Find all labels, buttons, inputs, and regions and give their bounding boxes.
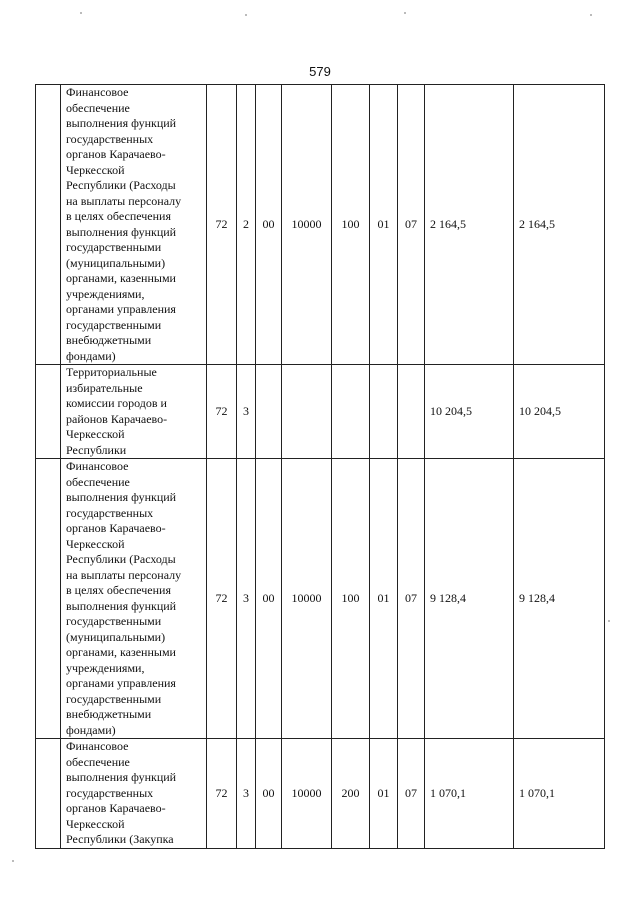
description-line: Республики [66, 442, 127, 457]
page-number: 579 [309, 64, 331, 79]
description-line: выполнения функций [66, 598, 177, 613]
description-line: учреждениями, [66, 660, 145, 675]
amount-cell-second: 10 204,5 [514, 365, 605, 459]
table-body [36, 85, 605, 849]
subsection-code: 2 [237, 85, 256, 365]
scan-speck [80, 12, 82, 14]
amount-cell: 9 128,4 [425, 459, 514, 739]
subgroup-code: 07 [398, 459, 425, 739]
group-code [370, 365, 398, 459]
description-line: обеспечение [66, 754, 130, 769]
description-line: государственными [66, 691, 162, 706]
description-line: Финансовое [66, 459, 129, 473]
description-line: внебюджетными [66, 333, 152, 347]
description-line: Черкесской [66, 427, 125, 441]
description-line: Финансовое [66, 85, 129, 99]
row-description [61, 365, 207, 459]
subsection-code: 3 [237, 739, 256, 849]
article-code: 10000 [282, 459, 332, 739]
amount-cell-second: 1 070,1 [514, 739, 605, 849]
description-line: Республики (Расходы [66, 552, 176, 566]
description-line: выполнения функций [66, 770, 177, 784]
expense-type-code [332, 365, 370, 459]
expense-type-code: 100 [332, 85, 370, 365]
description-line: органов Карачаево- [66, 521, 166, 535]
description-line: в целях обеспечения [66, 209, 171, 223]
description-line: органами управления [66, 302, 176, 316]
scan-speck [608, 620, 610, 622]
description-line: (муниципальными) [66, 255, 166, 270]
amount-cell: 2 164,5 [425, 85, 514, 365]
budget-table [35, 84, 605, 849]
amount-cell: 1 070,1 [425, 739, 514, 849]
section-code: 72 [207, 459, 237, 739]
expense-type-code: 200 [332, 739, 370, 849]
description-line: выполнения функций [66, 116, 177, 130]
amount-cell: 10 204,5 [425, 365, 514, 459]
table-row [36, 739, 605, 849]
scan-speck [590, 14, 592, 16]
subgroup-code: 07 [398, 739, 425, 849]
description-line: государственными [66, 240, 162, 254]
program-code: 00 [256, 85, 282, 365]
table-row [36, 365, 605, 459]
group-code: 01 [370, 739, 398, 849]
program-code [256, 365, 282, 459]
description-line: районов Карачаево- [66, 411, 168, 426]
description-line: Черкесской [66, 536, 125, 551]
description-line: в целях обеспечения [66, 583, 171, 597]
description-line: государственными [66, 317, 162, 332]
group-code: 01 [370, 459, 398, 739]
description-line: государственных [66, 505, 154, 520]
description-line: органами управления [66, 676, 176, 690]
description-line: (муниципальными) [66, 629, 166, 644]
description-line: выполнения функций [66, 490, 177, 504]
description-line: государственными [66, 614, 162, 628]
blank-cell [36, 459, 61, 739]
article-code: 10000 [282, 739, 332, 849]
subgroup-code: 07 [398, 85, 425, 365]
description-line: органами, казенными [66, 645, 176, 659]
description-line: избирательные [66, 380, 143, 395]
description-line: Республики (Расходы [66, 178, 176, 192]
table-row [36, 459, 605, 739]
subsection-code: 3 [237, 459, 256, 739]
amount-cell-second: 2 164,5 [514, 85, 605, 365]
description-line: Республики (Закупка [66, 832, 174, 846]
table-row [36, 85, 605, 365]
scan-speck [245, 14, 247, 16]
program-code: 00 [256, 459, 282, 739]
blank-cell [36, 739, 61, 849]
description-line: государственных [66, 785, 154, 800]
amount-cell-second: 9 128,4 [514, 459, 605, 739]
row-description [61, 459, 207, 739]
description-line: на выплаты персоналу [66, 193, 182, 208]
description-line: органов Карачаево- [66, 801, 166, 815]
program-code: 00 [256, 739, 282, 849]
description-line: органами, казенными [66, 271, 176, 285]
description-line: Территориальные [66, 365, 157, 379]
section-code: 72 [207, 739, 237, 849]
description-line: государственных [66, 131, 154, 146]
description-line: обеспечение [66, 474, 130, 489]
scan-speck [404, 12, 406, 14]
description-line: Черкесской [66, 816, 125, 831]
subgroup-code [398, 365, 425, 459]
description-line: фондами) [66, 722, 116, 737]
description-line: комиссии городов и [66, 396, 167, 410]
section-code: 72 [207, 85, 237, 365]
row-description [61, 85, 207, 365]
section-code: 72 [207, 365, 237, 459]
description-line: фондами) [66, 348, 116, 363]
description-line: Финансовое [66, 739, 129, 753]
description-line: выполнения функций [66, 224, 177, 239]
expense-type-code: 100 [332, 459, 370, 739]
blank-cell [36, 365, 61, 459]
description-line: органов Карачаево- [66, 147, 166, 161]
group-code: 01 [370, 85, 398, 365]
row-description [61, 739, 207, 849]
scan-speck [12, 860, 14, 862]
description-line: учреждениями, [66, 286, 145, 301]
description-line: Черкесской [66, 162, 125, 177]
description-line: на выплаты персоналу [66, 567, 182, 582]
article-code: 10000 [282, 85, 332, 365]
article-code [282, 365, 332, 459]
description-line: внебюджетными [66, 707, 152, 721]
blank-cell [36, 85, 61, 365]
subsection-code: 3 [237, 365, 256, 459]
description-line: обеспечение [66, 100, 130, 115]
